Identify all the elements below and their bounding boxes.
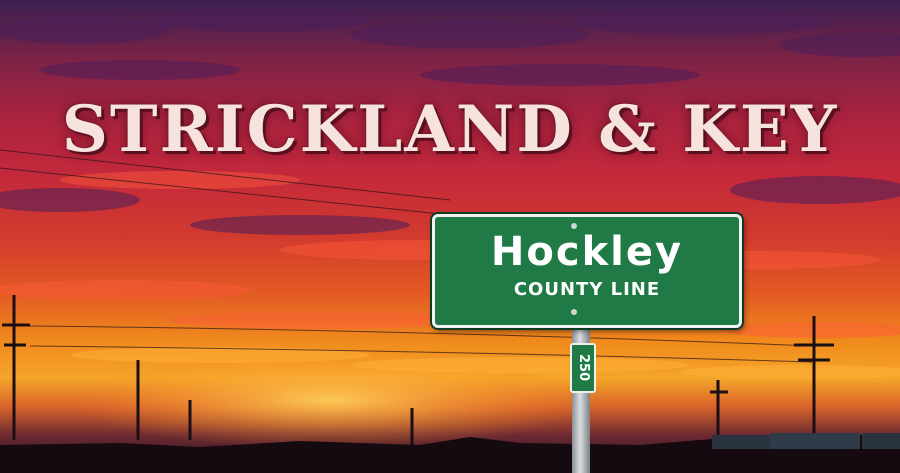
sign-bolt [571, 223, 577, 229]
headline-title: STRICKLAND & KEY [61, 92, 839, 167]
sign-county-name: Hockley [490, 229, 684, 275]
mile-marker: 250 [570, 343, 596, 393]
sign-subtitle: COUNTY LINE [513, 279, 661, 300]
horizon-silhouette [0, 433, 900, 473]
county-line-sign [432, 214, 742, 328]
sign-bolt [571, 309, 577, 315]
